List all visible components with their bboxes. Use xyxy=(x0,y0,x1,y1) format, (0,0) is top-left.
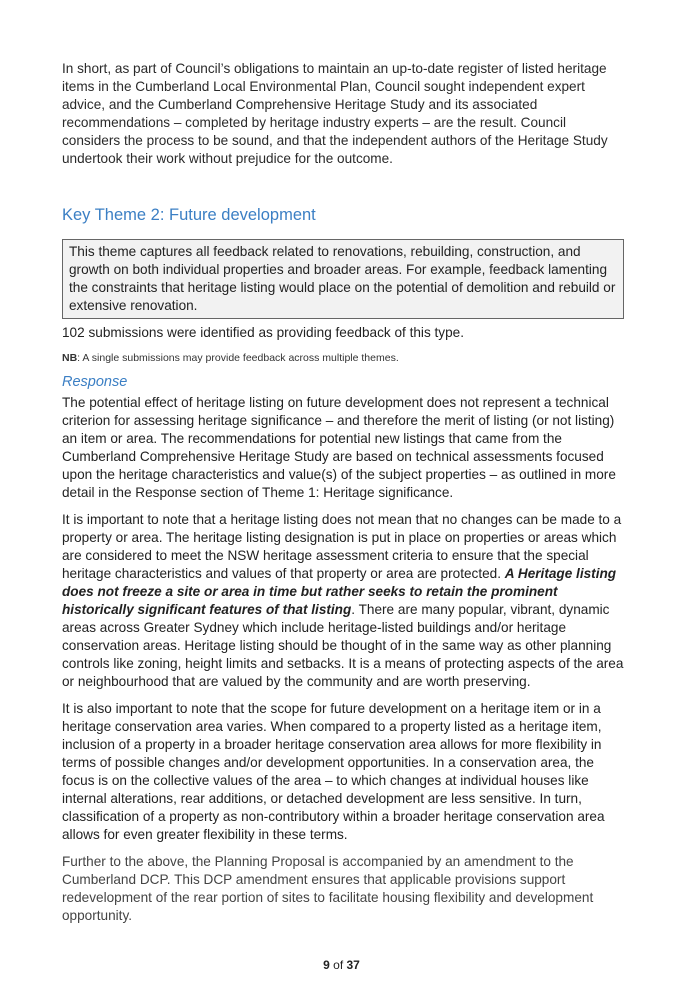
theme-heading: Key Theme 2: Future development xyxy=(62,206,316,224)
response-paragraph-2-b: . There are many popular, vibrant, dynamic areas across Greater Sydney which include heritage-listed buildings and/or heritage conservation areas. Heritage listing should be thought of in the same way as other planning controls like zoning, height limits and setbacks. It is a means of protecting aspects of the area or neighbourhood that are valued by the community and are worth preserving. xyxy=(62,601,624,689)
response-paragraph-3: It is also important to note that the scope for future development on a heritage item or in a heritage conservation area varies. When compared to a property listed as a heritage item, inclusion of a property in a broader heritage conservation area allows for more flexibility in terms of possible changes and/or development opportunities. In a conservation area, the focus is on the collective values of the area – to which changes at individual houses like internal alterations, rear additions, or detached development are less sensitive. In turn, classification of a property as non-contributory within a broader heritage conservation area allows for even greater flexibility in these terms. xyxy=(62,700,605,842)
page-footer xyxy=(0,958,683,972)
theme-summary-text: This theme captures all feedback related to renovations, rebuilding, construction, and growth on both individual properties and broader areas. For example, feedback lamenting the constraints that heritage listing would place on the potential of demolition and rebuild or extensive renovation. xyxy=(69,243,616,313)
response-paragraph-4: Further to the above, the Planning Proposal is accompanied by an amendment to the Cumberland DCP. This DCP amendment ensures that applicable provisions support redevelopment of the rear portion of sites to facilitate housing flexibility and development opportunity. xyxy=(62,853,594,923)
nb-label: NB xyxy=(62,351,78,364)
document-page xyxy=(62,60,624,925)
theme-summary-box xyxy=(62,239,624,319)
response-paragraph-1: The potential effect of heritage listing on future development does not represent a technical criterion for assessing heritage significance – and therefore the merit of listing (or not listing) an item or area. The recommendations for potential new listings that came from the Cumberland Comprehensive Heritage Study are based on technical assessments focused upon the heritage characteristics and value(s) of the subject properties – as outlined in more detail in the Response section of Theme 1: Heritage significance. xyxy=(62,394,616,500)
nb-note xyxy=(62,351,624,365)
response-emphasis: A Heritage listing does not freeze a site or area in time but rather seeks to retain the prominent historically significant features of that listing xyxy=(62,565,617,617)
response-paragraph-2-a: It is important to note that a heritage listing does not mean that no changes can be made to a property or area. The heritage listing designation is put in place on properties or areas which are considered to meet the NSW heritage assessment criteria to ensure that the special heritage characteristics and values of that property or area are protected. xyxy=(62,511,622,581)
response-paragraph-2 xyxy=(62,511,624,691)
nb-text: : A single submissions may provide feedback across multiple themes. xyxy=(77,351,399,364)
response-heading: Response xyxy=(62,373,128,390)
intro-paragraph: In short, as part of Council’s obligations to maintain an up-to-date register of listed heritage items in the Cumberland Local Environmental Plan, Council sought independent expert advice, and the Cumberland Comprehensive Heritage Study and its associated recommendations – completed by heritage industry experts – are the result. Council considers the process to be sound, and that the independent authors of the Heritage Study undertook their work without prejudice for the outcome. xyxy=(62,61,608,166)
page-number: 9 xyxy=(323,958,330,972)
submission-count: 102 submissions were identified as providing feedback of this type. xyxy=(62,324,464,340)
page-of: of xyxy=(329,958,347,972)
page-total: 37 xyxy=(346,958,360,972)
